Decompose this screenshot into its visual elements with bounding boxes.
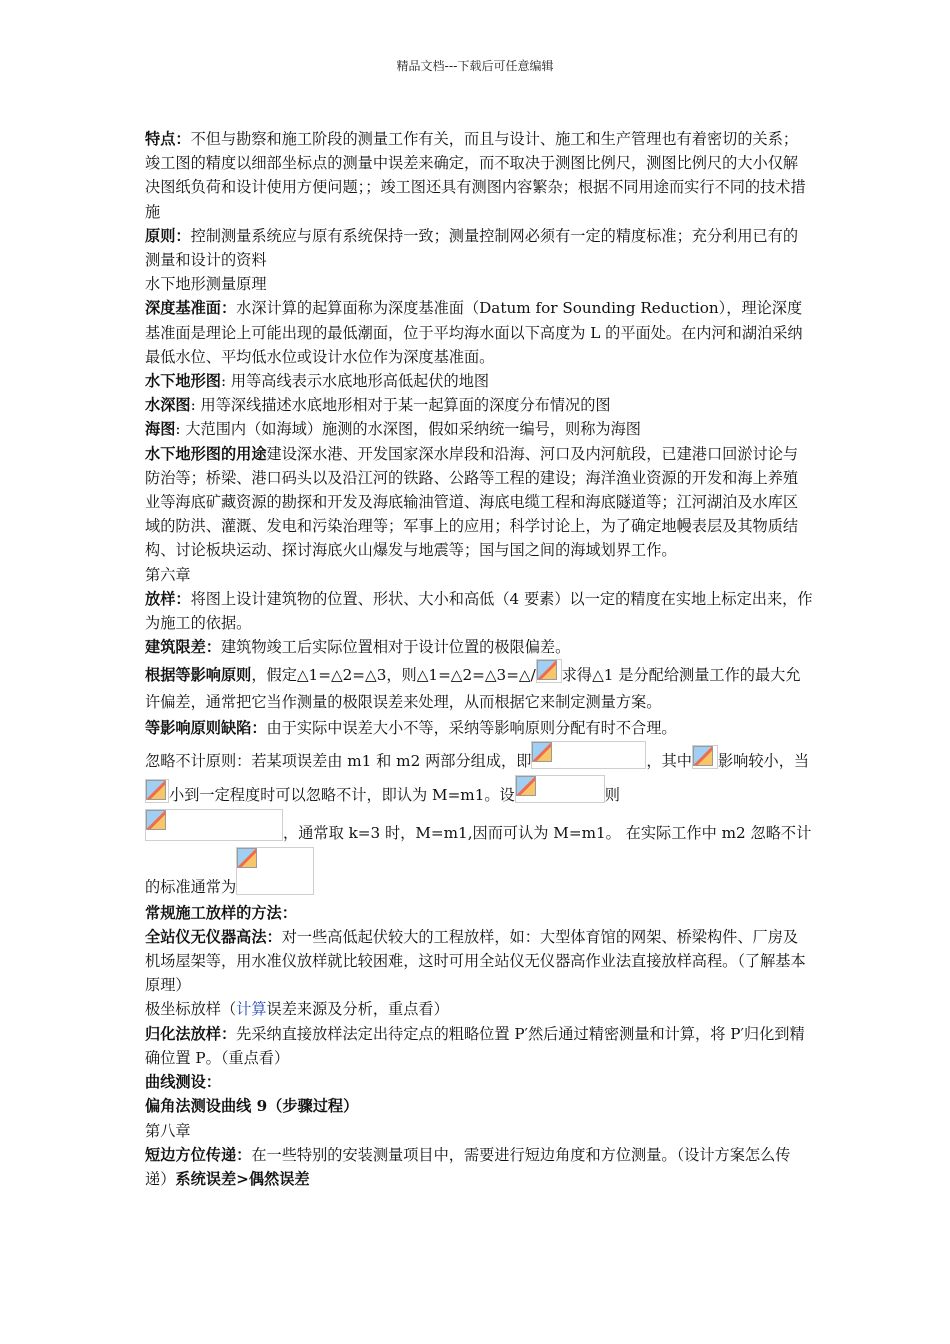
paragraph-text: 水深计算的起算面称为深度基准面（Datum for Sounding Reduction），理论深度基准面是理论上可能出现的最低潮面，位于平均海水面以下高度为 L 的平面处。在内河和湖泊采纳最低水位、平均低水位或设计水位作为深度基准面。 <box>145 299 803 366</box>
paragraph-neglect-principle <box>145 741 813 901</box>
page-header: 精品文档---下载后可任意编辑 <box>396 59 554 73</box>
chapter-heading: 第六章 <box>145 565 191 584</box>
paragraph-text: 将图上设计建筑物的位置、形状、大小和高低（4 要素）以一定的精度在实地上标定出来，作为施工的依据。 <box>145 589 813 633</box>
section-heading: 水下地形测量原理 <box>145 275 267 294</box>
broken-image-icon <box>236 847 314 895</box>
term-label: 曲线测设： <box>145 1073 221 1092</box>
broken-image-icon <box>692 745 718 769</box>
paragraph-text: : 用等深线描述水底地形相对于某一起算面的深度分布情况的图 <box>190 396 611 415</box>
paragraph-equal-influence <box>145 659 813 716</box>
term-label: 短边方位传递： <box>145 1145 252 1164</box>
paragraph-text: 控制测量系统应与原有系统保持一致；测量控制网必须有一定的精度标准；充分利用已有的测量和设计的资料 <box>145 226 799 270</box>
section-heading <box>145 1094 813 1118</box>
term-label: 建筑限差： <box>145 638 221 657</box>
paragraph-text: 忽略不计原则：若某项误差由 m1 和 m2 两部分组成，即 <box>145 751 532 770</box>
term-label: 特点： <box>145 130 191 148</box>
term-label: 海图 <box>145 420 176 439</box>
term-label: 原则： <box>145 226 191 245</box>
term-label: 全站仪无仪器高法： <box>145 927 282 946</box>
paragraph-text: : 用等高线表示水底地形高低起伏的地图 <box>220 372 490 391</box>
broken-image-icon <box>145 809 283 841</box>
term-label: 偏角法测设曲线 9（步骤过程） <box>145 1097 359 1116</box>
paragraph-tolerance <box>145 635 813 659</box>
broken-image-icon <box>515 775 605 803</box>
paragraph-text: 影响较小，当 <box>717 751 810 770</box>
term-label: 系统误差>偶然误差 <box>175 1169 310 1188</box>
paragraph-text: 建设深水港、开发国家深水岸段和沿海、河口及内河航段，已建港口回淤讨论与防治等；桥梁、港口码头以及沿江河的铁路、公路等工程的建设；海洋渔业资源的开发和海上养殖业等海底矿藏资源的勘探和开发及海底输油管道、海底电缆工程和海底隧道等；江河湖泊及水库区域的防洪、灌溉、发电和污染治理等；军事上的应用；科学讨论上，为了确定地幔表层及其物质结构、讨论板块运动、探讨海底火山爆发与地震等；国与国之间的海域划界工作。 <box>145 444 799 560</box>
paragraph-text: 不但与勘察和施工阶段的测量工作有关，而且与设计、施工和生产管理也有着密切的关系；竣工图的精度以细部坐标点的测量中误差来确定，而不取决于测图比例尺，测图比例尺的大小仅解决图纸负荷和设计使用方便问题；；竣工图还具有测图内容繁杂；根据不同用途而实行不同的技术措施 <box>145 130 806 221</box>
term-label: 等影响原则缺陷： <box>145 719 267 738</box>
paragraph-text: 在一些特别的安装测量项目中，需要进行短边角度和方位测量。（设计方案怎么传递） <box>145 1145 791 1188</box>
broken-image-icon <box>536 659 562 683</box>
term-label: 深度基准面： <box>145 299 237 318</box>
term-label: 水深图 <box>145 396 191 415</box>
term-label: 根据等影响原则 <box>145 666 252 685</box>
term-label: 水下地形图 <box>145 372 221 391</box>
paragraph-short-edge <box>145 1143 813 1191</box>
paragraph-text: ，假定△1=△2=△3，则△1=△2=△3=△/ <box>251 666 536 685</box>
paragraph-text: 极坐标放样（ <box>145 1000 237 1019</box>
paragraph-equal-influence-defect <box>145 716 813 740</box>
broken-image-icon <box>145 779 169 803</box>
term-label: 常规施工放样的方法： <box>145 903 297 922</box>
paragraph-principles <box>145 224 813 272</box>
paragraph-depth-map <box>145 393 813 417</box>
paragraph-text: 误差来源及分析，重点看） <box>266 1000 449 1019</box>
chapter-heading: 第八章 <box>145 1121 191 1140</box>
paragraph-text: ，其中 <box>646 751 692 770</box>
paragraph-features <box>145 127 813 224</box>
paragraph-underwater-map <box>145 369 813 393</box>
term-label: 归化法放样： <box>145 1024 237 1043</box>
paragraph-text: 求得△1 是分配给测量工作的最大允许偏差，通常把它当作测量的极限误差来处理，从而根据它来制定测量方案。 <box>145 666 801 712</box>
paragraph-text: 小到一定程度时可以忽略不计，即认为 M=m1。设 <box>169 785 515 804</box>
paragraph-chart <box>145 417 813 441</box>
paragraph-uses <box>145 442 813 563</box>
paragraph-text: 建筑物竣工后实际位置相对于设计位置的极限偏差。 <box>220 638 571 657</box>
term-label: 水下地形图的用途 <box>145 444 267 463</box>
paragraph-setting-out <box>145 587 813 635</box>
section-heading <box>145 901 813 925</box>
paragraph-text: 先采纳直接放样法定出待定点的粗略位置 P′然后通过精密测量和计算，将 P′归化到精确位置 P。（重点看） <box>145 1024 805 1067</box>
paragraph-polar <box>145 997 813 1021</box>
paragraph-text: 由于实际中误差大小不等，采纳等影响原则分配有时不合理。 <box>266 719 677 738</box>
paragraph-text: : 大范围内（如海域）施测的水深图，假如采纳统一编号，则称为海图 <box>175 420 641 439</box>
paragraph-text: 则 <box>604 785 620 804</box>
paragraph-text: ，通常取 k=3 时，M=m1,因而可认为 M=m1。 在实际工作中 m2 忽略不计的标准通常为 <box>145 823 812 896</box>
calculate-link[interactable]: 计算 <box>236 1000 267 1019</box>
document-body <box>145 127 813 1191</box>
term-label: 放样： <box>145 589 191 608</box>
paragraph-text: 对一些高低起伏较大的工程放样，如：大型体育馆的网架、桥梁构件、厂房及机场屋架等，用水准仪放样就比较困难，这时可用全站仪无仪器高作业法直接放样高程。（了解基本原理） <box>145 927 806 995</box>
broken-image-icon <box>531 741 646 769</box>
paragraph-datum <box>145 296 813 369</box>
paragraph-reduction <box>145 1022 813 1070</box>
paragraph-total-station <box>145 925 813 998</box>
section-heading <box>145 1070 813 1094</box>
